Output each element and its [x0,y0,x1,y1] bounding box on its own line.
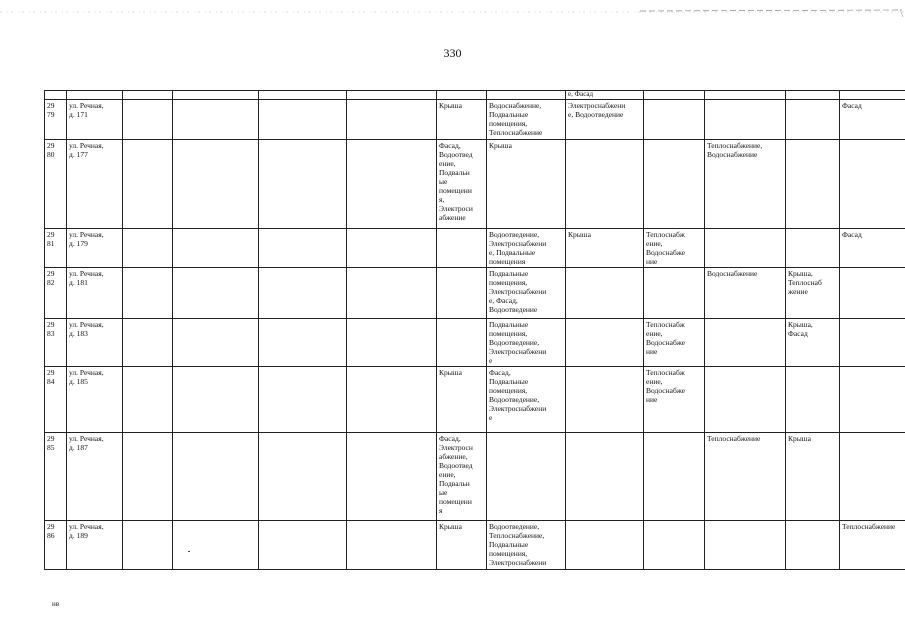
work-cell: Водоотведение, Электроснабжени е, Подвальные помещения [487,229,566,268]
work-cell [259,229,347,268]
work-cell [840,268,905,319]
cell [487,91,566,100]
work-cell [123,268,173,319]
table-row [45,229,905,268]
work-cell [123,367,173,433]
work-cell: Подвальные помещения, Водоотведение, Электроснабжени е [487,319,566,367]
work-cell [644,521,705,570]
work-cell [487,433,566,521]
work-cell [173,140,259,229]
work-cell [347,367,437,433]
work-cell: Подвальные помещения, Электроснабжени е, Фасад, Водоотведение [487,268,566,319]
address-cell: ул. Речная, д. 177 [67,140,123,229]
work-cell: Теплоснабж ение, Водоснабже ние [644,229,705,268]
cell [45,91,67,100]
cell [123,91,173,100]
work-cell [705,521,786,570]
cell [173,91,259,100]
address-cell: ул. Речная, д. 171 [67,100,123,140]
work-cell [173,521,259,570]
work-cell [566,319,644,367]
work-cell: Фасад, Электросн абжение, Водоотвед ение, Подвальн ые помещени я [437,433,487,521]
work-cell [644,433,705,521]
cell [437,91,487,100]
work-cell: Фасад, Подвальные помещения, Водоотведение, Электроснабжени е [487,367,566,433]
work-cell: Водоотведение, Теплоснабжение, Подвальные помещения, Электроснабжени [487,521,566,570]
cell [259,91,347,100]
work-cell: Теплоснабжение [840,521,905,570]
work-cell [840,433,905,521]
work-cell: Крыша [437,521,487,570]
work-cell [123,319,173,367]
work-cell [840,367,905,433]
row-number: 29 82 [45,268,67,319]
work-cell: Теплоснабж ение, Водоснабже ние [644,367,705,433]
address-cell: ул. Речная, д. 179 [67,229,123,268]
work-cell [259,140,347,229]
cell [705,91,786,100]
work-cell [705,367,786,433]
work-cell [705,229,786,268]
continued-row [45,91,905,100]
row-number: 29 84 [45,367,67,433]
repair-schedule-table [44,90,905,570]
work-cell: Крыша [487,140,566,229]
address-cell: ул. Речная, д. 185 [67,367,123,433]
work-cell [123,433,173,521]
work-cell [705,100,786,140]
work-cell [644,140,705,229]
work-cell: Крыша [437,367,487,433]
work-cell: Фасад [840,229,905,268]
page-number: 330 [443,46,462,60]
work-cell: Крыша [566,229,644,268]
work-cell [259,521,347,570]
work-cell: Теплоснабжение [705,433,786,521]
work-cell: Электроснабжени е, Водоотведение [566,100,644,140]
address-cell: ул. Речная, д. 183 [67,319,123,367]
work-cell [786,229,840,268]
row-number: 29 79 [45,100,67,140]
work-cell [347,521,437,570]
work-cell [437,229,487,268]
footer-mark: нв [52,600,60,608]
work-cell [347,433,437,521]
row-number: 29 85 [45,433,67,521]
work-cell [566,433,644,521]
work-cell [173,433,259,521]
table-row [45,268,905,319]
work-cell [566,268,644,319]
address-cell: ул. Речная, д. 181 [67,268,123,319]
work-cell [123,100,173,140]
cell [786,91,840,100]
work-cell: Фасад [840,100,905,140]
cell [840,91,905,100]
row-number: 29 86 [45,521,67,570]
work-cell [437,268,487,319]
work-cell [644,100,705,140]
work-cell: Теплоснабжение, Водоснабжение [705,140,786,229]
work-cell: Крыша, Фасад [786,319,840,367]
work-cell: Крыша, Теплоснаб жение [786,268,840,319]
cell [347,91,437,100]
work-cell [347,229,437,268]
scan-speck [188,551,190,552]
work-cell [347,100,437,140]
work-cell [786,521,840,570]
work-cell [259,319,347,367]
row-number: 29 81 [45,229,67,268]
work-cell: Теплоснабж ение, Водоснабже ние [644,319,705,367]
table-row [45,100,905,140]
table-row [45,319,905,367]
row-number: 29 83 [45,319,67,367]
work-cell [123,521,173,570]
work-cell [347,319,437,367]
work-cell [786,140,840,229]
work-cell [259,100,347,140]
work-cell: Водоснабжение, Подвальные помещения, Теплоснабжение [487,100,566,140]
work-cell: Водоснабжение [705,268,786,319]
work-cell [173,229,259,268]
table-row [45,433,905,521]
work-cell [173,100,259,140]
work-cell [705,319,786,367]
work-cell [173,367,259,433]
work-cell [644,268,705,319]
work-cell [566,140,644,229]
work-cell: Крыша [786,433,840,521]
table-row [45,521,905,570]
table-row [45,367,905,433]
work-cell [123,229,173,268]
work-cell [786,367,840,433]
address-cell: ул. Речная, д. 187 [67,433,123,521]
cell [644,91,705,100]
work-cell [259,433,347,521]
work-cell [259,268,347,319]
work-cell [566,367,644,433]
scan-noise-line [0,8,905,18]
work-cell [786,100,840,140]
work-cell [566,521,644,570]
work-cell: Крыша [437,100,487,140]
work-cell [173,268,259,319]
cell [67,91,123,100]
work-cell [259,367,347,433]
work-cell: Фасад, Водоотвед ение, Подвальн ые помещени я, Электроси абжение [437,140,487,229]
cell: е, Фасад [566,91,644,100]
work-cell [173,319,259,367]
table-row [45,140,905,229]
work-cell [347,140,437,229]
work-cell [840,319,905,367]
work-cell [347,268,437,319]
address-cell: ул. Речная, д. 189 [67,521,123,570]
work-cell [840,140,905,229]
row-number: 29 80 [45,140,67,229]
work-cell [123,140,173,229]
work-cell [437,319,487,367]
